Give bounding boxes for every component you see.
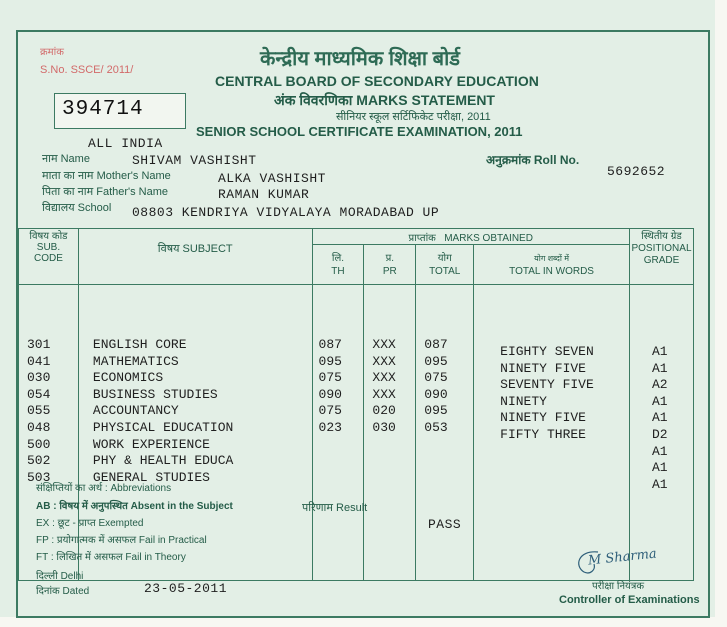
school-name: 08803 KENDRIYA VIDYALAYA MORADABAD UP — [132, 205, 440, 220]
abbr-ft — [36, 549, 186, 563]
header-pr-hindi: प्र. — [385, 252, 395, 264]
place — [36, 568, 83, 582]
date-value: 23-05-2011 — [144, 581, 228, 596]
row-th — [319, 453, 364, 470]
row-total: 087 — [424, 337, 448, 352]
row-grade: A1 — [651, 410, 668, 426]
row-pr — [372, 470, 415, 487]
row-pr — [372, 437, 415, 454]
serial-label: S.No. SSCE/ 2011/ — [40, 64, 134, 76]
candidate-name: SHIVAM VASHISHT — [132, 153, 257, 168]
paper-edge-right — [715, 0, 727, 627]
abbr-ex-hindi: EX : छूट - प्राप्त — [36, 518, 96, 529]
row-code: 030 — [27, 370, 51, 386]
dated-label-hindi: दिनांक — [36, 586, 60, 597]
row-subject: WORK EXPERIENCE — [92, 436, 210, 452]
row-th: 090 — [318, 386, 342, 402]
row-total: 075 — [424, 370, 448, 386]
row-pr: XXX — [372, 353, 396, 369]
row-total — [424, 453, 473, 470]
row-th: 087 — [318, 337, 342, 352]
row-grade: A1 — [651, 360, 668, 376]
row-total — [424, 470, 473, 487]
roll-number: 5692652 — [607, 164, 666, 179]
header-grade-hindi: स्थितीय ग्रेड — [641, 231, 682, 242]
result-label-english: Result — [336, 502, 368, 514]
header-words-hindi: योग शब्दों में — [534, 253, 569, 263]
row-subject: ECONOMICS — [92, 370, 164, 386]
header-sub-code — [19, 229, 79, 285]
roll-label-hindi: अनुक्रमांक — [486, 153, 531, 167]
row-pr: 020 — [372, 403, 396, 419]
row-subject: BUSINESS STUDIES — [92, 386, 218, 402]
header-marks-obtained — [312, 229, 629, 245]
row-total: 095 — [424, 403, 448, 419]
name-label — [42, 151, 90, 166]
row-pr — [372, 453, 415, 470]
roll-label — [486, 151, 579, 168]
mother-label-hindi: माता का नाम — [42, 170, 94, 182]
row-grade: A1 — [651, 393, 668, 409]
row-subject: MATHEMATICS — [92, 353, 179, 369]
header-marks-english: MARKS OBTAINED — [444, 232, 533, 244]
row-words: NINETY — [500, 393, 547, 409]
row-grade: A1 — [651, 344, 668, 359]
row-total: 090 — [424, 386, 448, 402]
serial-number: 394714 — [62, 98, 144, 121]
statement-title — [274, 91, 495, 110]
row-th: 023 — [318, 419, 342, 435]
name-label-english: Name — [60, 153, 90, 165]
exam-title: SENIOR SCHOOL CERTIFICATE EXAMINATION, 2011 — [196, 124, 523, 139]
row-th — [319, 470, 364, 487]
row-total: 053 — [424, 419, 448, 435]
abbr-fp — [36, 532, 207, 546]
row-words: EIGHTY SEVEN — [500, 344, 594, 359]
abbr-ft-english: Fail in Theory — [125, 552, 186, 563]
row-subject: PHYSICAL EDUCATION — [92, 419, 234, 435]
header-grade — [629, 229, 693, 285]
row-total: 095 — [424, 353, 448, 369]
row-code: 055 — [27, 403, 51, 419]
abbr-ab-hindi: AB : विषय में अनुपस्थित — [36, 501, 128, 512]
header-total-words — [474, 245, 630, 285]
theory-column — [312, 285, 364, 581]
row-words: NINETY FIVE — [500, 410, 586, 426]
row-code: 500 — [27, 436, 51, 452]
place-hindi: दिल्ली — [36, 571, 58, 582]
paper-edge-bottom — [0, 617, 727, 627]
row-code: 048 — [27, 419, 51, 435]
row-total — [424, 437, 473, 454]
region: ALL INDIA — [88, 136, 163, 151]
mother-label — [42, 168, 171, 183]
result-label — [302, 500, 367, 515]
name-label-hindi: नाम — [42, 153, 58, 165]
row-code: 502 — [27, 453, 51, 469]
row-words: FIFTY THREE — [500, 426, 586, 442]
board-title: CENTRAL BOARD OF SECONDARY EDUCATION — [215, 73, 539, 89]
row-words: NINETY FIVE — [500, 360, 586, 376]
row-pr: XXX — [372, 337, 396, 352]
abbr-fp-english: Fail in Practical — [138, 535, 207, 546]
row-code: 041 — [27, 353, 51, 369]
total-column — [416, 285, 474, 581]
header-total-hindi: योग — [437, 252, 452, 264]
abbr-ab-english: Absent in the Subject — [130, 501, 233, 512]
header-sub-code-english: SUB. CODE — [34, 242, 63, 264]
row-subject: ACCOUNTANCY — [92, 403, 179, 419]
practical-column — [364, 285, 416, 581]
father-label-english: Father's Name — [96, 186, 169, 198]
result-value: PASS — [428, 517, 462, 532]
school-label — [42, 200, 111, 215]
words-column — [474, 285, 630, 581]
row-grade: A1 — [651, 460, 668, 476]
abbreviations-title — [36, 480, 171, 494]
dated-label — [36, 583, 89, 597]
serial-label-hindi: क्रमांक — [40, 47, 64, 58]
school-label-hindi: विद्यालय — [42, 202, 75, 214]
header-subject-english: SUBJECT — [182, 243, 233, 255]
result-label-hindi: परिणाम — [302, 502, 333, 514]
row-grade: A1 — [651, 476, 668, 492]
row-code: 054 — [27, 386, 51, 402]
row-subject: PHY & HEALTH EDUCA — [92, 453, 234, 469]
roll-label-english: Roll No. — [533, 153, 580, 167]
row-words — [500, 477, 629, 494]
abbr-ex — [36, 515, 143, 529]
header-total-english: TOTAL — [429, 265, 461, 277]
row-th: 075 — [318, 403, 342, 419]
exam-title-hindi: सीनियर स्कूल सर्टिफिकेट परीक्षा, 2011 — [336, 111, 491, 123]
row-words — [500, 460, 629, 477]
header-subject — [78, 229, 312, 285]
grade-column — [629, 285, 693, 581]
row-words: SEVENTY FIVE — [500, 377, 594, 393]
row-code: 503 — [27, 469, 51, 485]
controller-label: Controller of Examinations — [559, 594, 700, 606]
controller-signature: M Sharma — [587, 546, 658, 569]
dated-label-english: Dated — [62, 586, 90, 597]
statement-title-hindi: अंक विवरणिका — [274, 92, 353, 108]
signature-flourish — [572, 548, 602, 576]
school-label-english: School — [77, 202, 112, 214]
mother-name: ALKA VASHISHT — [218, 171, 326, 186]
abbreviations-title-english: Abbreviations — [110, 483, 172, 494]
header-total — [416, 245, 474, 285]
row-code: 301 — [27, 337, 51, 352]
row-grade: A2 — [651, 377, 668, 393]
header-marks-hindi: प्राप्तांक — [408, 232, 436, 244]
mother-label-english: Mother's Name — [96, 170, 171, 182]
header-words-english: TOTAL IN WORDS — [509, 265, 594, 277]
abbr-ex-english: Exempted — [98, 518, 144, 529]
header-th-english: TH — [331, 265, 345, 277]
abbr-ab — [36, 498, 233, 512]
row-pr: XXX — [372, 370, 396, 386]
row-subject: GENERAL STUDIES — [92, 469, 210, 485]
row-words — [500, 444, 629, 461]
row-th: 095 — [318, 353, 342, 369]
header-th — [312, 245, 364, 285]
row-th: 075 — [318, 370, 342, 386]
row-pr: XXX — [372, 386, 396, 402]
header-sub-code-hindi: विषय कोड — [29, 231, 68, 242]
statement-title-english: MARKS STATEMENT — [356, 92, 495, 108]
header-pr-english: PR — [382, 265, 397, 277]
row-subject: ENGLISH CORE — [92, 337, 187, 352]
header-subject-hindi: विषय — [157, 243, 180, 255]
father-label — [42, 184, 168, 199]
row-th — [319, 437, 364, 454]
header-grade-english: POSITIONAL GRADE — [631, 243, 692, 266]
abbreviations-title-hindi: संक्षिप्तियों का अर्थ : — [36, 483, 108, 494]
row-grade: A1 — [651, 443, 668, 459]
header-th-hindi: लि. — [331, 252, 345, 264]
controller-label-hindi: परीक्षा नियंत्रक — [592, 581, 645, 592]
abbr-fp-hindi: FP : प्रयोगात्मक में असफल — [36, 535, 137, 546]
abbr-ft-hindi: FT : लिखित में असफल — [36, 552, 123, 563]
father-name: RAMAN KUMAR — [218, 187, 310, 202]
board-title-hindi: केन्द्रीय माध्यमिक शिक्षा बोर्ड — [260, 48, 460, 70]
header-pr — [364, 245, 416, 285]
place-english: Delhi — [60, 571, 84, 582]
row-grade: D2 — [651, 426, 668, 442]
father-label-hindi: पिता का नाम — [42, 186, 94, 198]
row-pr: 030 — [372, 419, 396, 435]
